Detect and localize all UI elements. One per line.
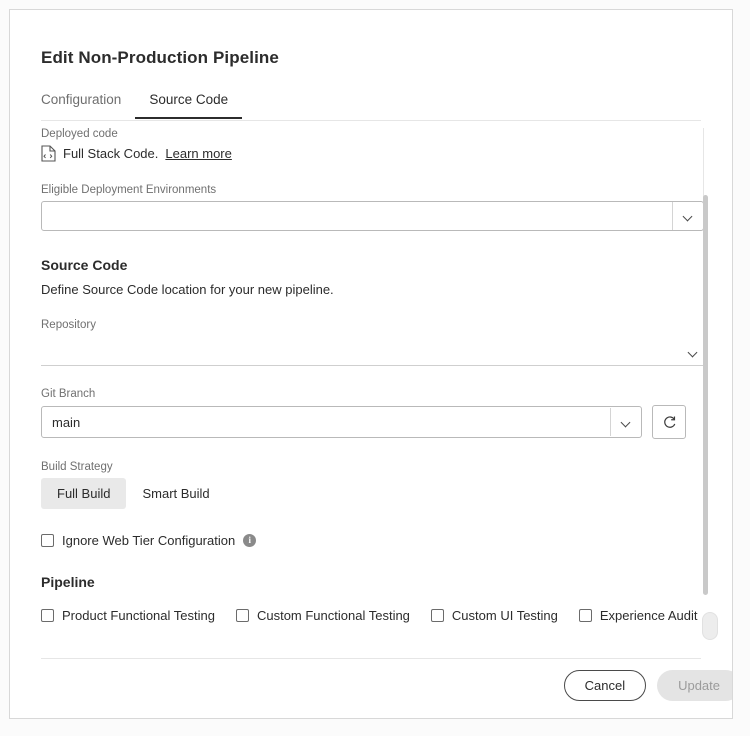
build-strategy-label: Build Strategy [41,461,113,473]
environments-select[interactable] [41,201,704,231]
footer-divider [41,658,701,659]
ignore-web-tier-row [41,533,704,548]
source-code-description: Define Source Code location for your new pipeline. [41,282,334,297]
deployed-code-row [41,145,704,162]
chevron-down-icon [689,348,698,357]
source-code-form [41,128,704,650]
git-branch-select[interactable] [41,406,642,438]
repository-select[interactable] [483,337,704,366]
experience-audit-label: Experience Audit [599,608,698,623]
dialog-footer [564,670,733,701]
product-functional-testing-checkbox[interactable] [41,609,54,622]
info-icon[interactable]: i [243,534,256,547]
custom-ui-testing-checkbox[interactable] [431,609,444,622]
environments-field [41,184,704,231]
git-branch-field [41,388,704,439]
ignore-web-tier-checkbox[interactable] [41,534,54,547]
tabs-divider [41,120,701,121]
learn-more-link[interactable]: Learn more [165,146,232,161]
custom-ui-testing-label: Custom UI Testing [451,608,558,623]
git-branch-row [41,405,704,439]
refresh-icon [662,415,677,430]
git-branch-label: Git Branch [41,388,96,400]
source-code-heading: Source Code [41,257,128,273]
update-button[interactable]: Update [657,670,733,701]
deployed-code-label: Deployed code [41,128,118,140]
tab-configuration[interactable]: Configuration [41,92,122,107]
build-strategy-smart-build[interactable]: Smart Build [142,486,210,501]
pipeline-check-custom-ui-testing [431,608,558,623]
environments-label: Eligible Deployment Environments [41,184,217,196]
git-branch-caret[interactable] [610,408,641,436]
content-scrollbar-thumb[interactable] [703,195,708,595]
product-functional-testing-label: Product Functional Testing [62,608,215,623]
repository-label: Repository [41,319,96,331]
page-title: Edit Non-Production Pipeline [41,48,279,67]
pipeline-check-product-functional-testing [41,608,215,623]
dialog-tabs [41,88,242,119]
pipeline-checks [41,608,704,623]
cancel-button[interactable]: Cancel [564,670,646,701]
experience-audit-checkbox[interactable] [579,609,592,622]
build-strategy-full-build[interactable]: Full Build [41,478,126,509]
chevron-down-icon [684,212,693,221]
edit-pipeline-dialog [9,9,733,719]
repository-row [41,336,704,366]
pipeline-heading: Pipeline [41,574,95,590]
build-strategy-field [41,461,704,509]
custom-functional-testing-checkbox[interactable] [236,609,249,622]
file-code-icon [41,145,56,162]
pipeline-check-experience-audit [579,608,698,623]
chevron-down-icon [622,418,631,427]
repository-field [41,319,704,366]
git-branch-value: main [52,414,81,430]
custom-functional-testing-label: Custom Functional Testing [256,608,410,623]
build-strategy-group [41,478,704,509]
refresh-branches-button[interactable] [652,405,686,439]
pipeline-check-custom-functional-testing [236,608,410,623]
tab-source-code[interactable]: Source Code [135,88,242,119]
environments-caret[interactable] [672,202,703,230]
repository-input[interactable] [41,337,483,366]
deployed-code-value: Full Stack Code. [63,146,159,161]
page-scrollbar-nub[interactable] [702,612,718,640]
ignore-web-tier-label: Ignore Web Tier Configuration [62,533,236,548]
